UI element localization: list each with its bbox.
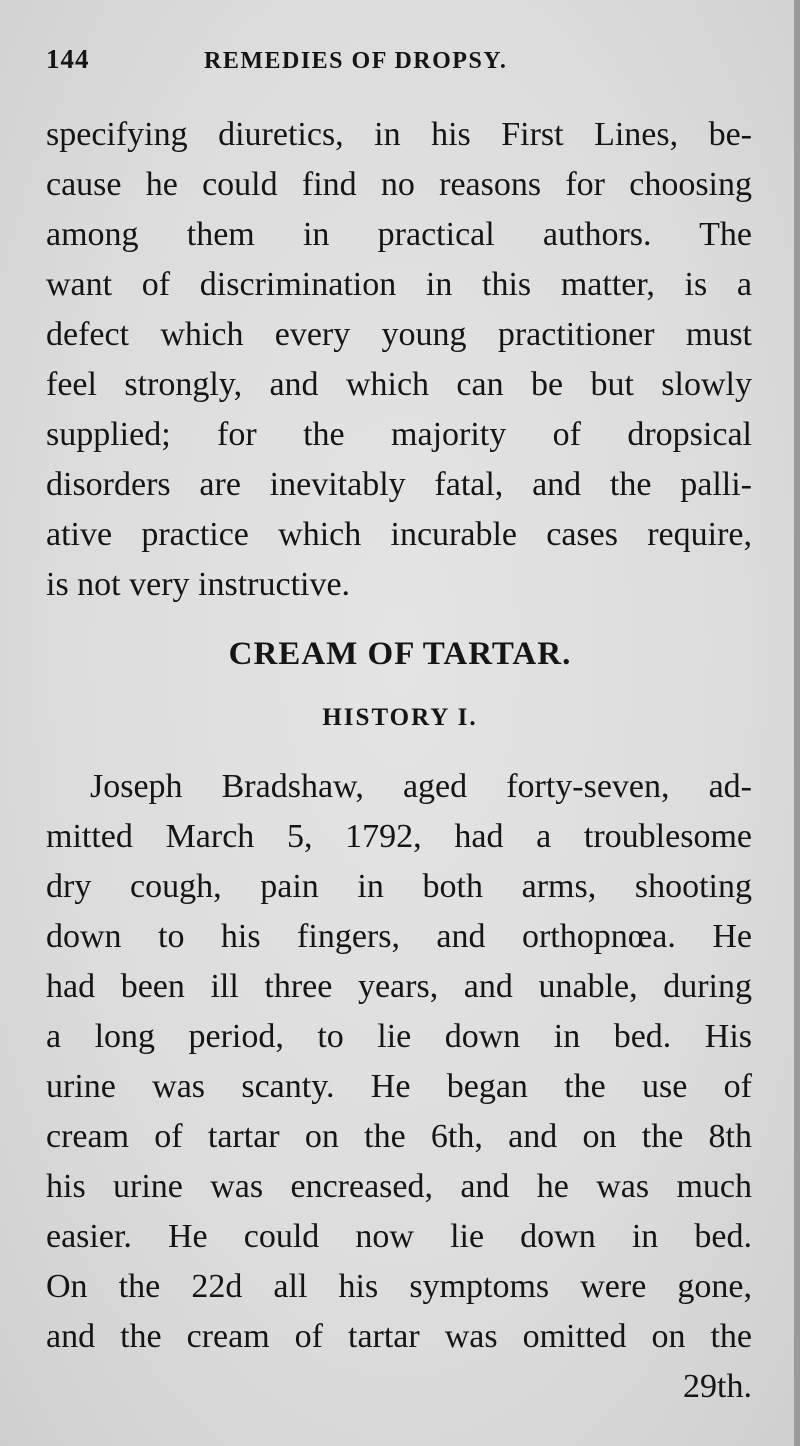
text-line: 29th.: [683, 1368, 752, 1405]
paragraph-continuation: [46, 110, 752, 610]
page-header: [46, 44, 746, 84]
text-line: specifying diuretics, in his First Lines, be-: [46, 116, 752, 153]
text-line: urine was scanty. He began the use of: [46, 1068, 752, 1105]
page-number: 144: [46, 44, 90, 74]
text-line: Joseph Bradshaw, aged forty-seven, ad-: [90, 768, 752, 805]
case-history-paragraph: [46, 762, 752, 1412]
text-line: mitted March 5, 1792, had a troublesome: [46, 818, 752, 855]
text-line: feel strongly, and which can be but slowly: [46, 366, 752, 403]
text-line: easier. He could now lie down in bed.: [46, 1218, 752, 1255]
section-title: CREAM OF TARTAR.: [228, 636, 572, 672]
text-line: down to his fingers, and orthopnœa. He: [46, 918, 752, 955]
text-line: disorders are inevitably fatal, and the palli-: [46, 466, 752, 503]
text-line: defect which every young practitioner must: [46, 316, 752, 353]
text-line: is not very instructive.: [46, 566, 351, 603]
text-line: ative practice which incurable cases require,: [46, 516, 752, 553]
text-line: his urine was encreased, and he was much: [46, 1168, 752, 1205]
text-line: cream of tartar on the 6th, and on the 8th: [46, 1118, 752, 1155]
text-line: among them in practical authors. The: [46, 216, 752, 253]
subsection-title: HISTORY I.: [322, 704, 478, 731]
text-line: cause he could find no reasons for choosing: [46, 166, 752, 203]
text-line: dry cough, pain in both arms, shooting: [46, 868, 752, 905]
text-line: want of discrimination in this matter, is a: [46, 266, 752, 303]
running-head: REMEDIES OF DROPSY.: [204, 48, 508, 74]
text-line: and the cream of tartar was omitted on the: [46, 1318, 752, 1355]
text-line: had been ill three years, and unable, during: [46, 968, 752, 1005]
text-line: a long period, to lie down in bed. His: [46, 1018, 752, 1055]
text-line: supplied; for the majority of dropsical: [46, 416, 752, 453]
text-line: On the 22d all his symptoms were gone,: [46, 1268, 752, 1305]
